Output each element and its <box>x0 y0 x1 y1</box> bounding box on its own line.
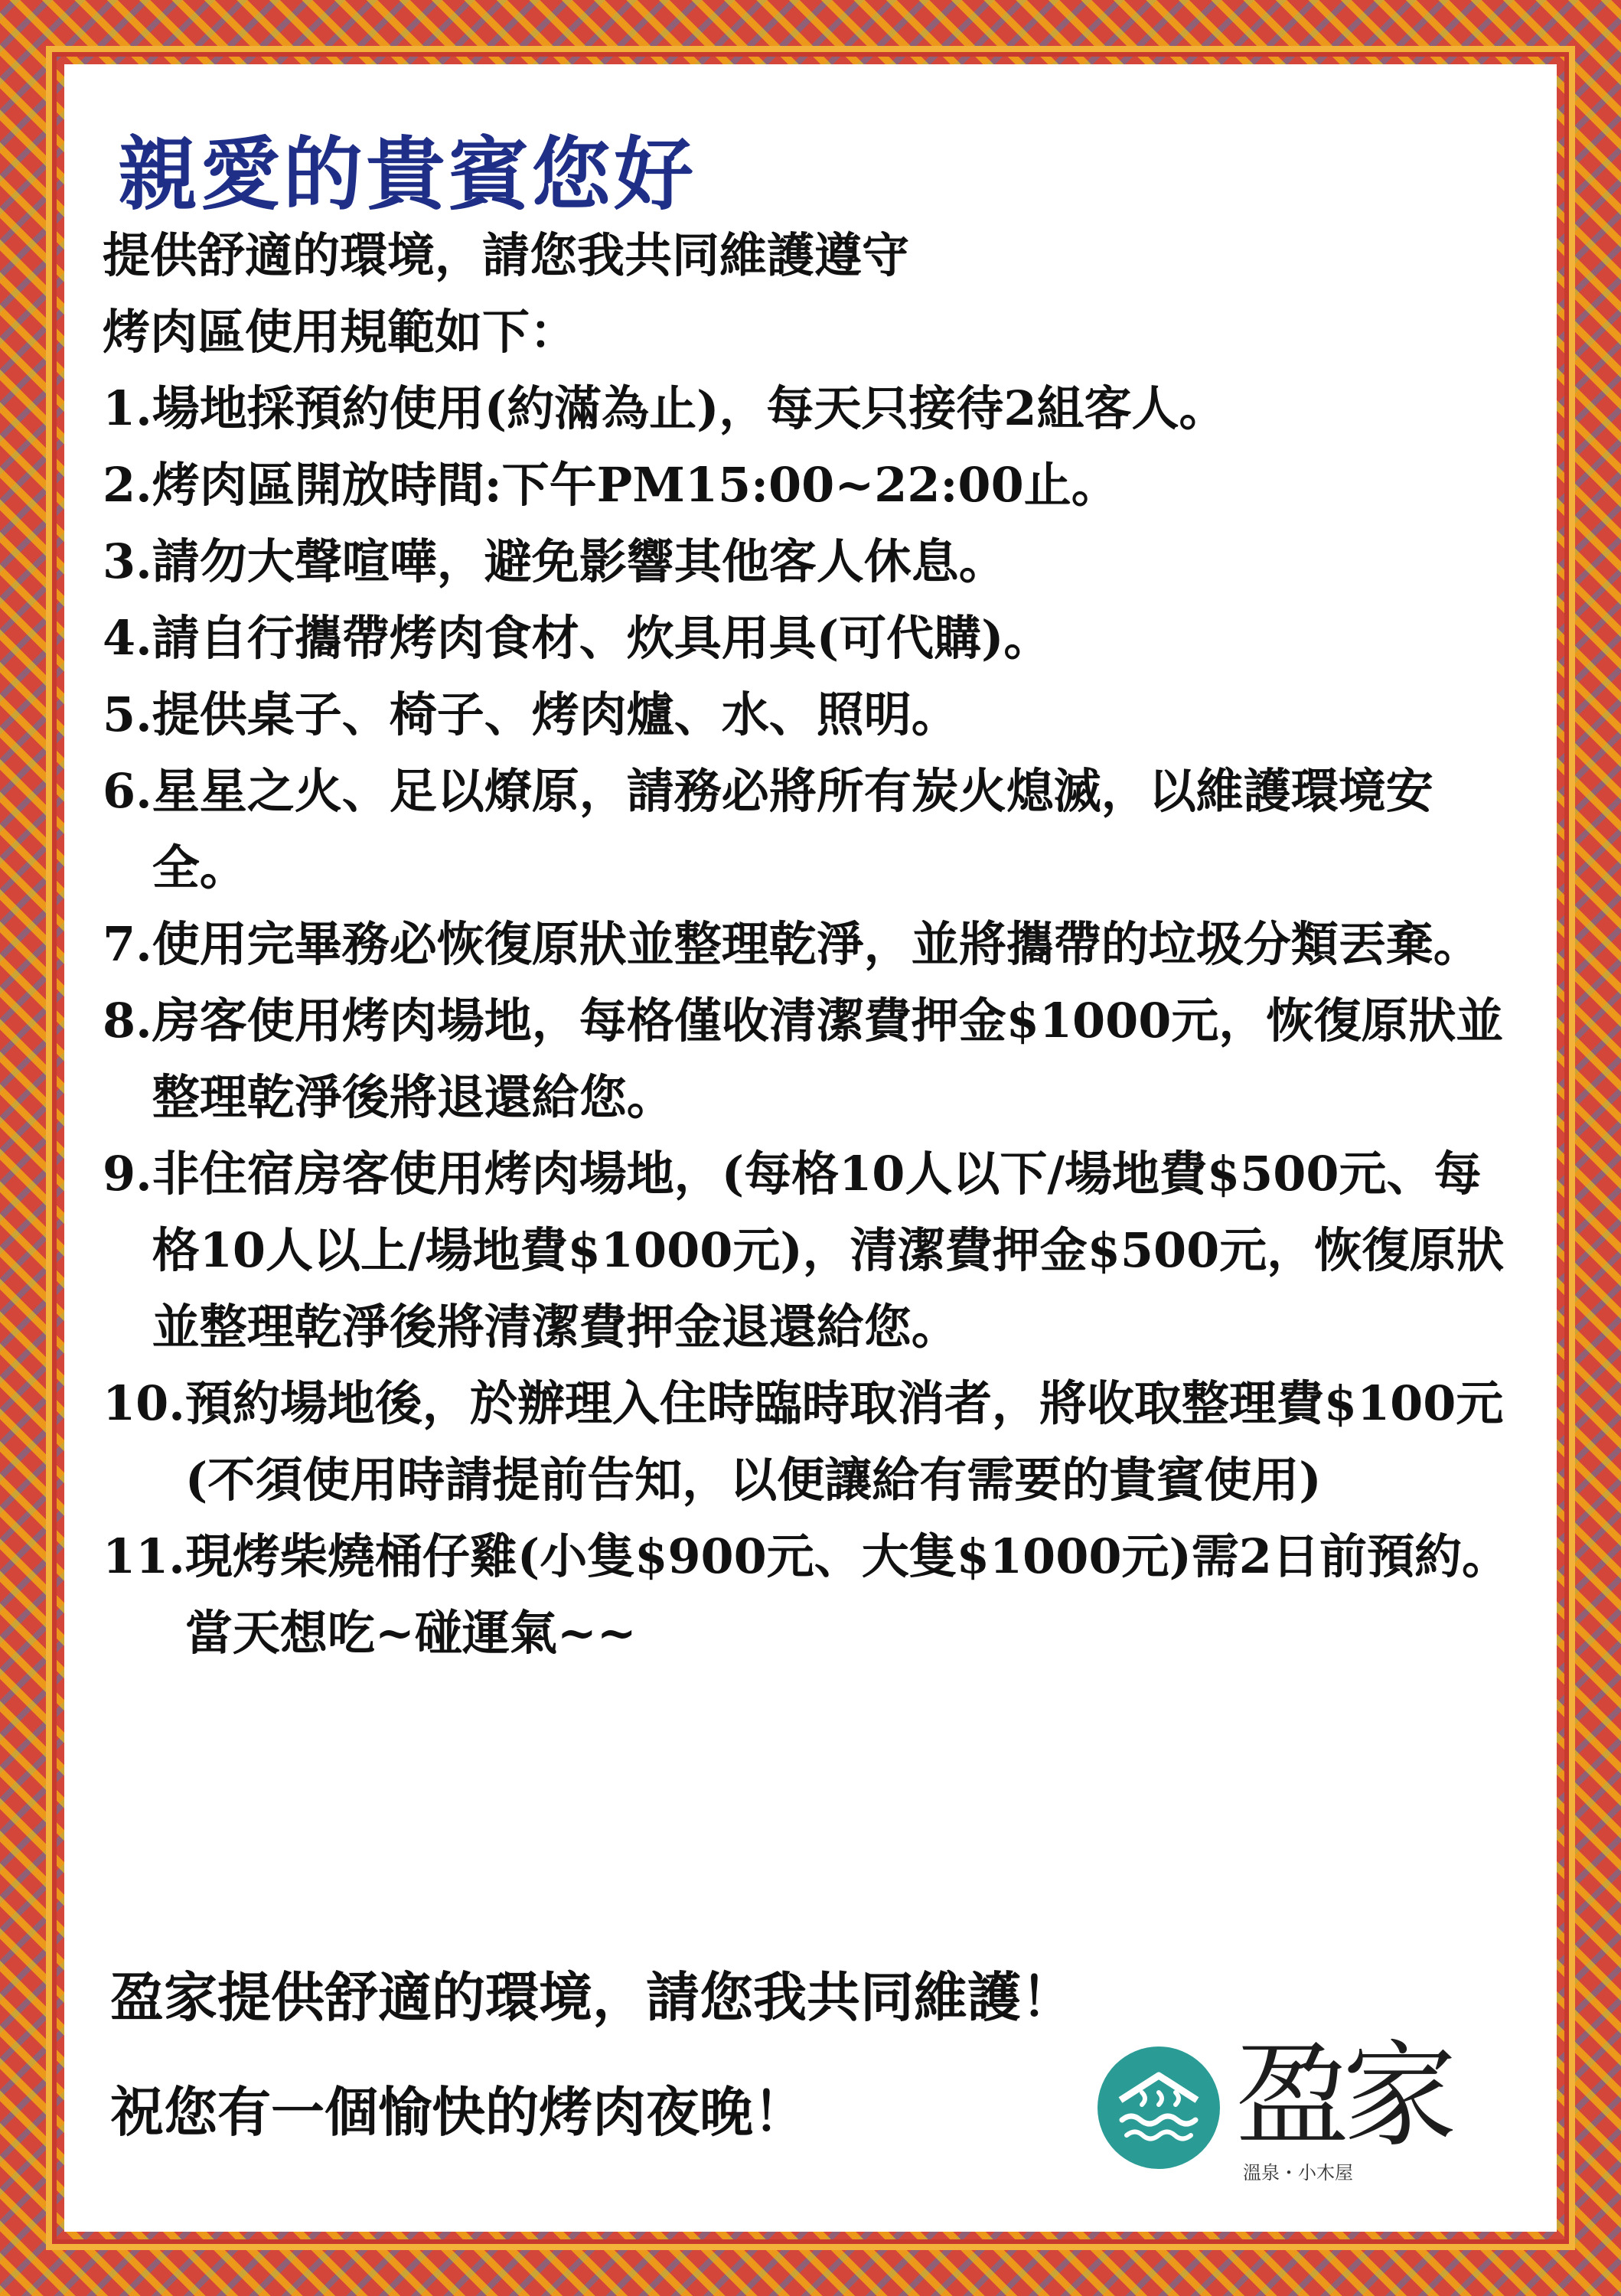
rule-text: 使用完畢務必恢復原狀並整理乾淨，並將攜帶的垃圾分類丟棄。 <box>152 916 1481 972</box>
closing-line: 祝您有一個愉快的烤肉夜晚！ <box>110 2080 807 2144</box>
rule-number: 3. <box>103 533 152 589</box>
page-title: 親愛的貴賓您好 <box>118 127 697 221</box>
rule-text: 非住宿房客使用烤肉場地，(每格10人以下/場地費$500元、每格10人以上/場地費$1000元)，清潔費押金$500元，恢復原狀並整理乾淨後將清潔費押金退還給您。 <box>152 1146 1505 1355</box>
rule-number: 10. <box>103 1375 185 1431</box>
logo-subtitle: 溫泉・小木屋 <box>1243 2162 1353 2183</box>
rule-text: 房客使用烤肉場地，每格僅收清潔費押金$1000元，恢復原狀並整理乾淨後將退還給您。 <box>152 993 1504 1125</box>
rule-item <box>103 753 1526 906</box>
intro-line: 烤肉區使用規範如下： <box>103 304 578 360</box>
rule-item <box>103 370 1526 447</box>
rule-item <box>103 600 1526 677</box>
rule-number: 11. <box>103 1528 185 1584</box>
rule-text: 星星之火、足以燎原，請務必將所有炭火熄滅，以維護環境安全。 <box>152 763 1433 895</box>
rule-number: 8. <box>103 993 152 1049</box>
rule-item <box>103 677 1526 753</box>
rule-item <box>103 906 1526 983</box>
logo-text: 盈 <box>1235 2030 1351 2163</box>
brand-logo <box>1098 2030 1458 2184</box>
closing-line: 盈家提供舒適的環境，請您我共同維護！ <box>110 1965 1075 2029</box>
rule-number: 9. <box>103 1146 152 1202</box>
rule-text: 烤肉區開放時間:下午PM15:00~22:00止。 <box>152 457 1119 513</box>
rule-item <box>103 447 1526 523</box>
rule-item <box>103 1365 1526 1518</box>
logo-text: 家 <box>1342 2030 1458 2163</box>
rule-item <box>103 1518 1526 1671</box>
notice-sheet <box>64 64 1557 2232</box>
rule-text: 請勿大聲喧嘩，避免影響其他客人休息。 <box>152 533 1006 589</box>
hot-spring-icon <box>1098 2047 1220 2169</box>
rule-number: 2. <box>103 457 152 513</box>
intro-line: 提供舒適的環境，請您我共同維護遵守 <box>103 227 910 283</box>
rule-number: 6. <box>103 763 152 819</box>
rule-number: 7. <box>103 916 152 972</box>
rule-text: 提供桌子、椅子、烤肉爐、水、照明。 <box>152 687 959 742</box>
rule-text: 預約場地後，於辦理入住時臨時取消者，將收取整理費$100元(不須使用時請提前告知，以便讓給有需要的貴賓使用) <box>184 1375 1504 1508</box>
rule-number: 1. <box>103 380 152 436</box>
rule-item <box>103 1136 1526 1365</box>
rule-text: 請自行攜帶烤肉食材、炊具用具(可代購)。 <box>152 610 1052 666</box>
notice-content <box>103 217 1526 1671</box>
rule-number: 4. <box>103 610 152 666</box>
rule-item <box>103 983 1526 1136</box>
rule-item <box>103 523 1526 600</box>
rule-text: 場地採預約使用(約滿為止)，每天只接待2組客人。 <box>152 380 1227 436</box>
rule-text: 現烤柴燒桶仔雞(小隻$900元、大隻$1000元)需2日前預約。當天想吃~碰運氣~~ <box>184 1528 1509 1661</box>
rule-number: 5. <box>103 687 152 742</box>
